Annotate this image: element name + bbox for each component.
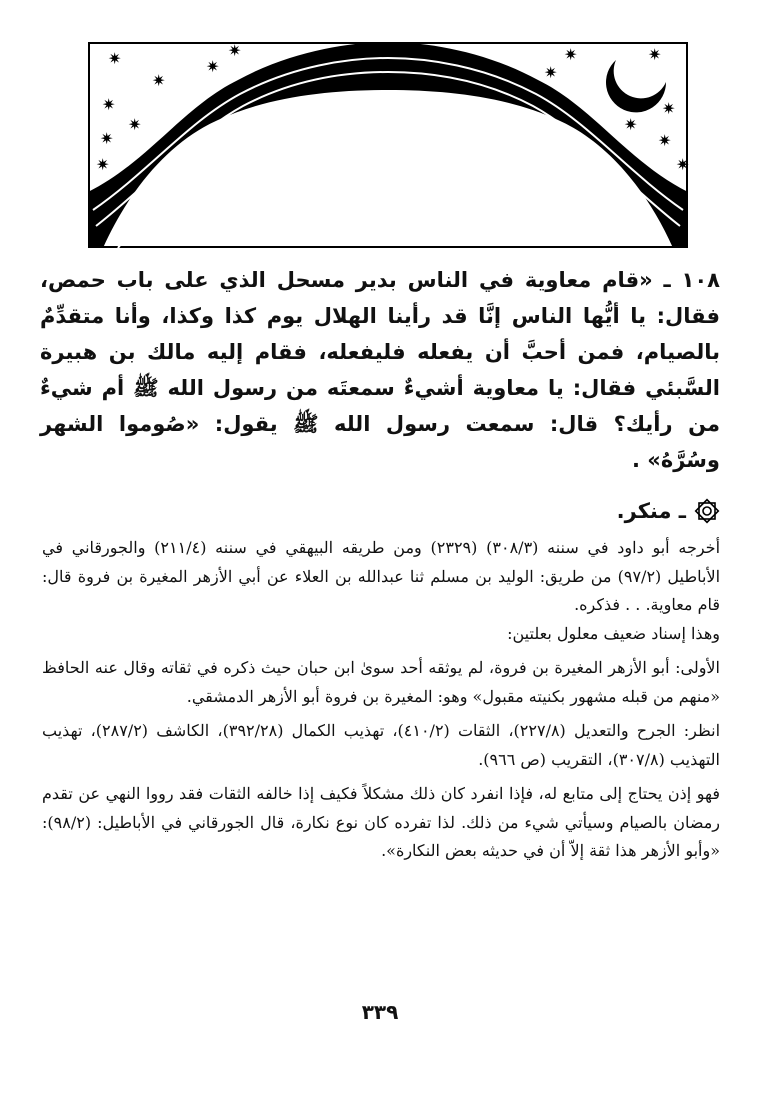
svg-text:✷: ✷ <box>96 155 110 174</box>
hadith-number: ١٠٨ <box>681 268 720 292</box>
svg-text:✷: ✷ <box>228 41 242 60</box>
first-defect-paragraph: الأولى: أبو الأزهر المغيرة بن فروة، لم يوثقه أحد سوىٰ ابن حبان حيث ذكره في ثقاته وقال عنه الحافظ «منهم من قبله مشهور بكنيته مقبول» وهو: المغيرة بن فروة أبو الأزهر الدمشقي. <box>42 658 720 706</box>
verdict-line <box>617 498 720 524</box>
hadith-text: ـ «قام معاوية في الناس بدير مسحل الذي على باب حمص، فقال: يا أيُّها الناس إنَّا قد رأينا الهلال يوم كذا وكذا، وأنا متقدِّمٌ بالصيام، فمن أحبَّ أن يفعله فليفعله، فقام إليه مالك بن هبيرة السَّبئي فقال: يا معاوية أشيءٌ سمعتَه من رسول الله ﷺ أم شيءٌ من رأيك؟ قال: سمعت رسول الله ﷺ يقول: «صُوموا الشهر وسُرَّهُ» . <box>40 268 720 472</box>
svg-text:✷: ✷ <box>564 45 578 64</box>
hadith-block <box>40 262 720 478</box>
references-paragraph: انظر: الجرح والتعديل (٢٢٧/٨)، الثقات (٤١٠/٢)، تهذيب الكمال (٣٩٢/٢٨)، الكاشف (٢٨٧/٢)، تهذيب التهذيب (٣٠٧/٨)، التقريب (ص ٩٦٦). <box>42 721 721 769</box>
svg-text:✷: ✷ <box>102 95 116 114</box>
isnad-assessment: وهذا إسناد ضعيف معلول بعلتين: <box>507 623 720 643</box>
svg-text:✷: ✷ <box>100 129 114 148</box>
svg-text:✷: ✷ <box>152 71 166 90</box>
page-number: ٣٣٩ <box>361 1000 399 1024</box>
svg-text:✷: ✷ <box>662 99 676 118</box>
conclusion-paragraph: فهو إذن يحتاج إلى متابع له، فإذا انفرد كان ذلك مشكلاً فكيف إذا خالفه الثقات فقد رووا النهي عن تقدم رمضان بالصيام وسيأتي شيء من ذلك. لذا تفرده كان نوع نكارة، قال الجورقاني في الأباطيل: (٩٨/٢): «وأبو الأزهر هذا ثقة إلاّ أن في حديثه بعض النكارة». <box>42 784 720 860</box>
takhrij-paragraph: أخرجه أبو داود في سننه (٣٠٨/٣) (٢٣٢٩) ومن طريقه البيهقي في سننه (٢١١/٤) والجورقاني في الأباطيل (٩٧/٢) من طريق: الوليد بن مسلم ثنا عبدالله بن العلاء عن أبي الأزهر المغيرة بن فروة قال: قام معاوية. . . فذكره. <box>42 538 721 614</box>
svg-text:✷: ✷ <box>648 45 662 64</box>
svg-text:✷: ✷ <box>544 63 558 82</box>
commentary-block <box>42 534 720 866</box>
svg-text:✷: ✷ <box>624 115 638 134</box>
decorative-header-arch <box>88 42 688 248</box>
verdict-text: ـ منكر. <box>616 499 686 523</box>
svg-text:✷: ✷ <box>658 131 672 150</box>
svg-text:✷: ✷ <box>108 49 122 68</box>
svg-text:✷: ✷ <box>676 155 690 174</box>
octagram-ornament-icon <box>694 498 720 524</box>
svg-text:✷: ✷ <box>128 115 142 134</box>
svg-text:✷: ✷ <box>206 57 220 76</box>
